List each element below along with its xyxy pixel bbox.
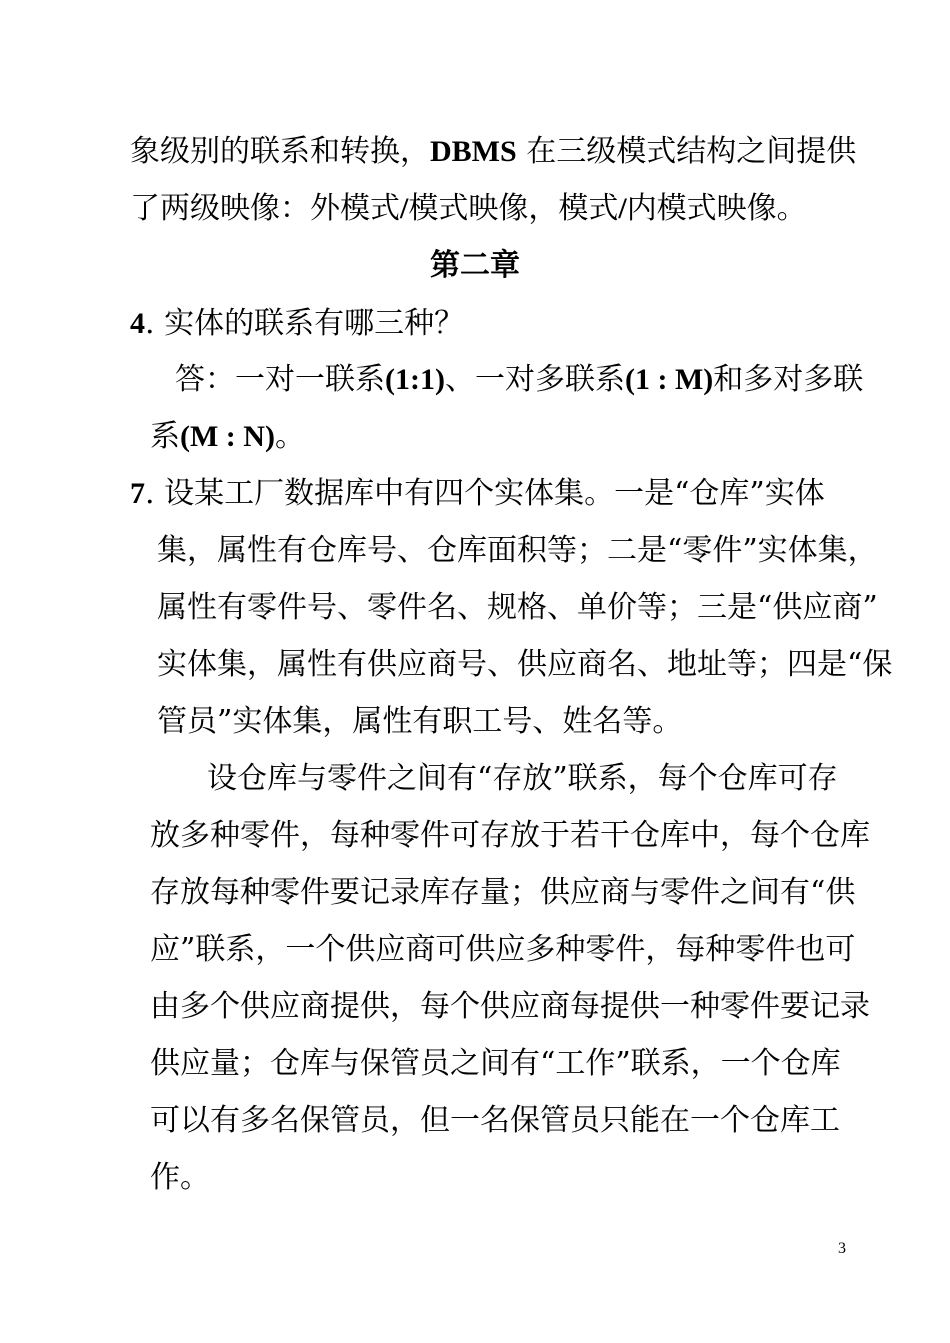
question-number: 7: [130, 477, 145, 510]
q7-p2-line-6: 供应量；仓库与保管员之间有“工作”联系，一个仓库: [150, 1046, 841, 1081]
intro-line-2: [130, 189, 807, 229]
chapter-title: 第二章: [430, 249, 520, 282]
q7-line-4: 实体集，属性有供应商号、供应商名、地址等；四是“保: [157, 647, 893, 682]
q7-line-2: 集，属性有仓库号、仓库面积等；二是“零件”实体集，: [157, 533, 878, 568]
q7-p2-line-7: 可以有多名保管员，但一名保管员只能在一个仓库工: [150, 1103, 840, 1138]
page-number: 3: [838, 1240, 846, 1257]
q7-p2-line-4: 应”联系，一个供应商可供应多种零件，每种零件也可: [150, 932, 856, 967]
q7-p2-line-8: 作。: [150, 1160, 210, 1195]
intro-text: 内模式映像。: [626, 191, 807, 226]
intro-text: 了两级映像：外模式: [130, 191, 400, 226]
answer-text: 和多对多联: [713, 362, 864, 397]
intro-text: 模式映像，模式: [408, 191, 619, 226]
q4-question: [130, 304, 464, 344]
q7-p2-line-2: 放多种零件，每种零件可存放于若干仓库中，每个仓库: [150, 818, 870, 853]
answer-text: 答：一对一联系: [175, 362, 385, 397]
intro-text: 在三级模式结构之间提供: [516, 134, 857, 169]
intro-line-1: [130, 132, 856, 172]
q7-line-1: [130, 474, 825, 514]
q7-line-3: 属性有零件号、零件名、规格、单价等；三是“供应商”: [157, 590, 878, 625]
q7-line-5: 管员”实体集，属性有职工号、姓名等。: [157, 704, 683, 739]
answer-text: 。: [274, 419, 305, 454]
ratio-1-m: (1 : M): [624, 363, 714, 396]
question-text: . 实体的联系有哪三种？: [145, 306, 465, 341]
ratio-1-1: (1:1): [385, 363, 445, 396]
slash: /: [618, 192, 627, 225]
answer-text: 、一对多联系: [444, 362, 625, 397]
intro-text: 象级别的联系和转换，: [130, 134, 430, 169]
q4-answer-line-1: [175, 360, 863, 400]
q7-p2-line-5: 由多个供应商提供，每个供应商每提供一种零件要记录: [150, 989, 870, 1024]
slash: /: [400, 192, 409, 225]
q7-p2-line-3: 存放每种零件要记录库存量；供应商与零件之间有“供: [150, 875, 856, 910]
question-text: . 设某工厂数据库中有四个实体集。一是“仓库”实体: [145, 476, 825, 511]
q4-answer-line-2: [150, 417, 305, 457]
dbms-term: DBMS: [430, 135, 517, 168]
answer-text: 系: [150, 419, 180, 454]
question-number: 4: [130, 307, 145, 340]
q7-p2-line-1: 设仓库与零件之间有“存放”联系，每个仓库可存: [207, 761, 838, 796]
ratio-m-n: (M : N): [180, 420, 275, 453]
